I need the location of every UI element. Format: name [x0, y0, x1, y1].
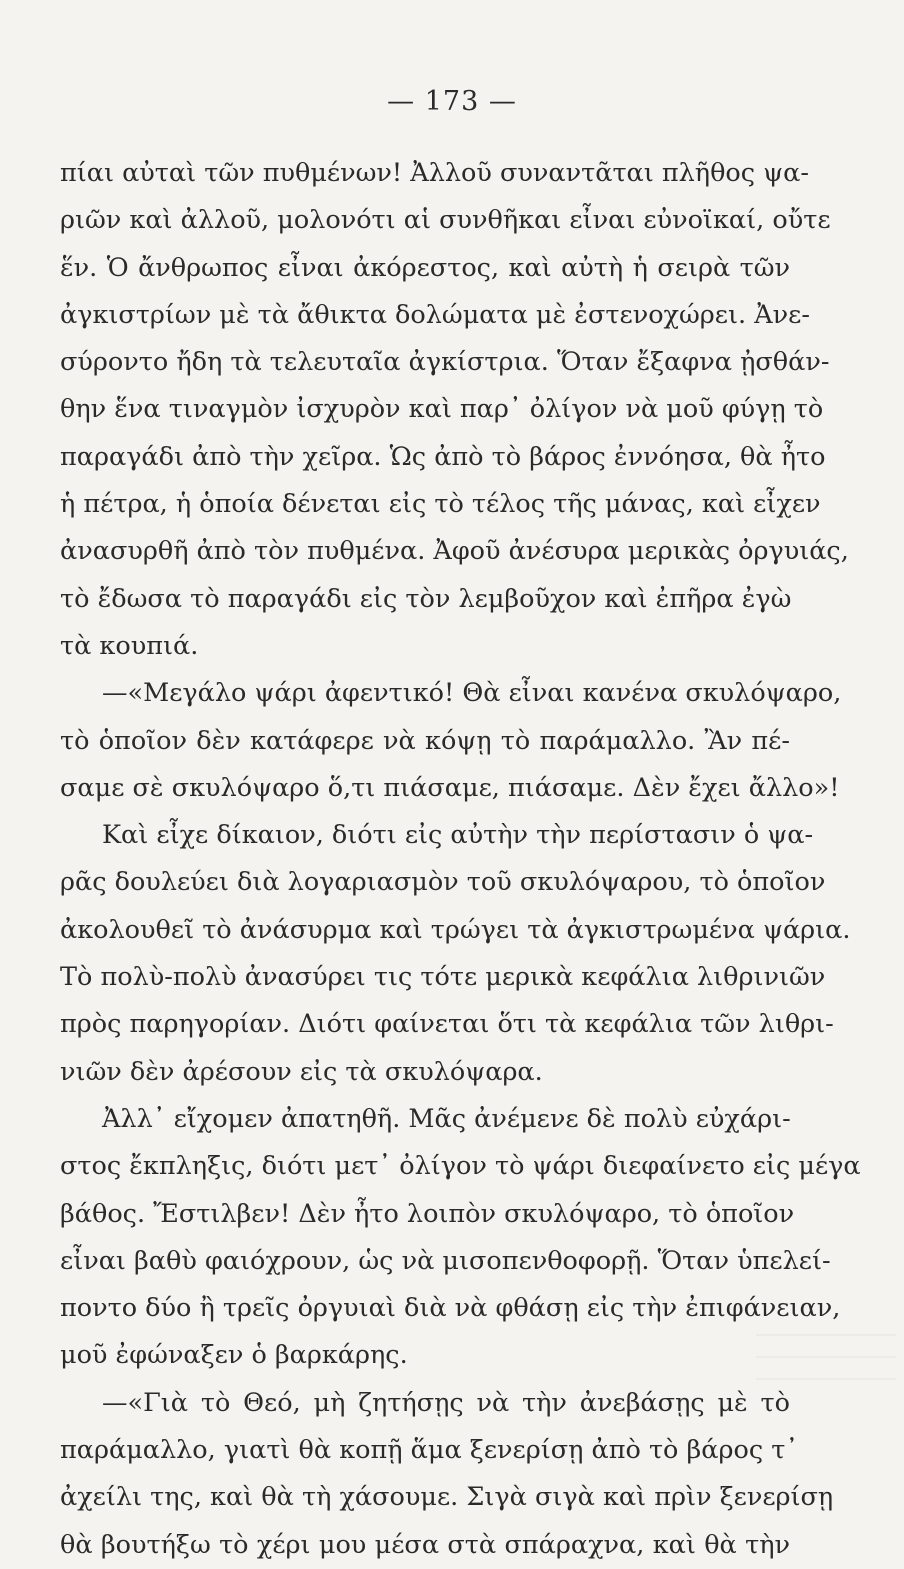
text-line: ἕν. Ὁ ἄνθρωπος εἶναι ἀκόρεστος, καὶ αὐτὴ ἡ σειρὰ τῶν: [60, 252, 790, 283]
text-line: ρᾶς δουλεύει διὰ λογαριασμὸν τοῦ σκυλόψαρου, τὸ ὁποῖον: [60, 867, 826, 898]
text-line: ἀγκιστρίων μὲ τὰ ἄθικτα δολώματα μὲ ἐστενοχώρει. Ἀνε-: [60, 299, 810, 330]
text-line: τὸ ὁποῖον δὲν κατάφερε νὰ κόψῃ τὸ παράμαλλο. Ἂν πέ-: [60, 725, 790, 756]
text-line: μοῦ ἐφώναξεν ὁ βαρκάρης.: [60, 1340, 408, 1371]
text-line: Καὶ εἶχε δίκαιον, διότι εἰς αὐτὴν τὴν περίστασιν ὁ ψα-: [102, 820, 814, 851]
text-line: ριῶν καὶ ἀλλοῦ, μολονότι αἱ συνθῆκαι εἶναι εὐνοϊκαί, οὔτε: [60, 205, 831, 236]
text-line: νιῶν δὲν ἀρέσουν εἰς τὰ σκυλόψαρα.: [60, 1056, 543, 1087]
text-line: —«Μεγάλο ψάρι ἀφεντικό! Θὰ εἶναι κανένα σκυλόψαρο,: [102, 678, 842, 709]
text-line: —«Γιὰ τὸ Θεό, μὴ ζητήσῃς νὰ τὴν ἀνεβάσῃς μὲ τὸ: [102, 1387, 790, 1418]
text-line: σαμε σὲ σκυλόψαρο ὅ,τι πιάσαμε, πιάσαμε. Δὲν ἔχει ἄλλο»!: [60, 772, 840, 803]
body-text: [60, 150, 861, 1569]
text-line: εἶναι βαθὺ φαιόχρουν, ὡς νὰ μισοπενθοφορῇ. Ὅταν ὑπελεί-: [60, 1245, 831, 1276]
text-line: ἡ πέτρα, ἡ ὁποία δένεται εἰς τὸ τέλος τῆς μάνας, καὶ εἶχεν: [60, 489, 821, 520]
text-line: στος ἔκπληξις, διότι μετ᾽ ὀλίγον τὸ ψάρι διεφαίνετο εἰς μέγα: [60, 1151, 861, 1182]
text-line: θην ἕνα τιναγμὸν ἰσχυρὸν καὶ παρ᾽ ὀλίγον νὰ μοῦ φύγῃ τὸ: [60, 394, 824, 425]
text-line: ἀνασυρθῆ ἀπὸ τὸν πυθμένα. Ἀφοῦ ἀνέσυρα μερικὰς ὀργυιάς,: [60, 536, 849, 567]
text-line: πρὸς παρηγορίαν. Διότι φαίνεται ὅτι τὰ κεφάλια τῶν λιθρι-: [60, 1009, 834, 1040]
text-line: ποντο δύο ἢ τρεῖς ὀργυιαὶ διὰ νὰ φθάσῃ εἰς τὴν ἐπιφάνειαν,: [60, 1293, 841, 1324]
text-line: Ἀλλ᾽ εἴχομεν ἀπατηθῆ. Μᾶς ἀνέμενε δὲ πολὺ εὐχάρι-: [102, 1103, 791, 1134]
text-line: παραγάδι ἀπὸ τὴν χεῖρα. Ὡς ἀπὸ τὸ βάρος ἐννόησα, θὰ ἦτο: [60, 441, 826, 472]
text-line: πίαι αὐταὶ τῶν πυθμένων! Ἀλλοῦ συναντᾶται πλῆθος ψα-: [60, 158, 810, 188]
text-line: βάθος. Ἔστιλβεν! Δὲν ἦτο λοιπὸν σκυλόψαρο, τὸ ὁποῖον: [60, 1198, 795, 1229]
text-line: τὸ ἔδωσα τὸ παραγάδι εἰς τὸν λεμβοῦχον καὶ ἐπῆρα ἐγὼ: [60, 583, 792, 614]
text-line: Τὸ πολὺ-πολὺ ἀνασύρει τις τότε μερικὰ κεφάλια λιθρινιῶν: [60, 962, 826, 993]
text-line: ἀχείλι της, καὶ θὰ τὴ χάσουμε. Σιγὰ σιγὰ καὶ πρὶν ξενερίσῃ: [60, 1482, 834, 1513]
text-line: παράμαλλο, γιατὶ θὰ κοπῇ ἅμα ξενερίσῃ ἀπὸ τὸ βάρος τ᾽: [60, 1435, 799, 1466]
page-number: — 173 —: [387, 86, 517, 117]
text-line: σύροντο ἤδη τὰ τελευταῖα ἀγκίστρια. Ὅταν ἔξαφνα ᾐσθάν-: [60, 347, 830, 378]
show-through-texture: [756, 1320, 896, 1380]
text-line: τὰ κουπιά.: [60, 630, 199, 661]
text-line: θὰ βουτήξω τὸ χέρι μου μέσα στὰ σπάραχνα, καὶ θὰ τὴν: [60, 1529, 790, 1560]
text-line: ἀκολουθεῖ τὸ ἀνάσυρμα καὶ τρώγει τὰ ἀγκιστρωμένα ψάρια.: [60, 914, 851, 945]
